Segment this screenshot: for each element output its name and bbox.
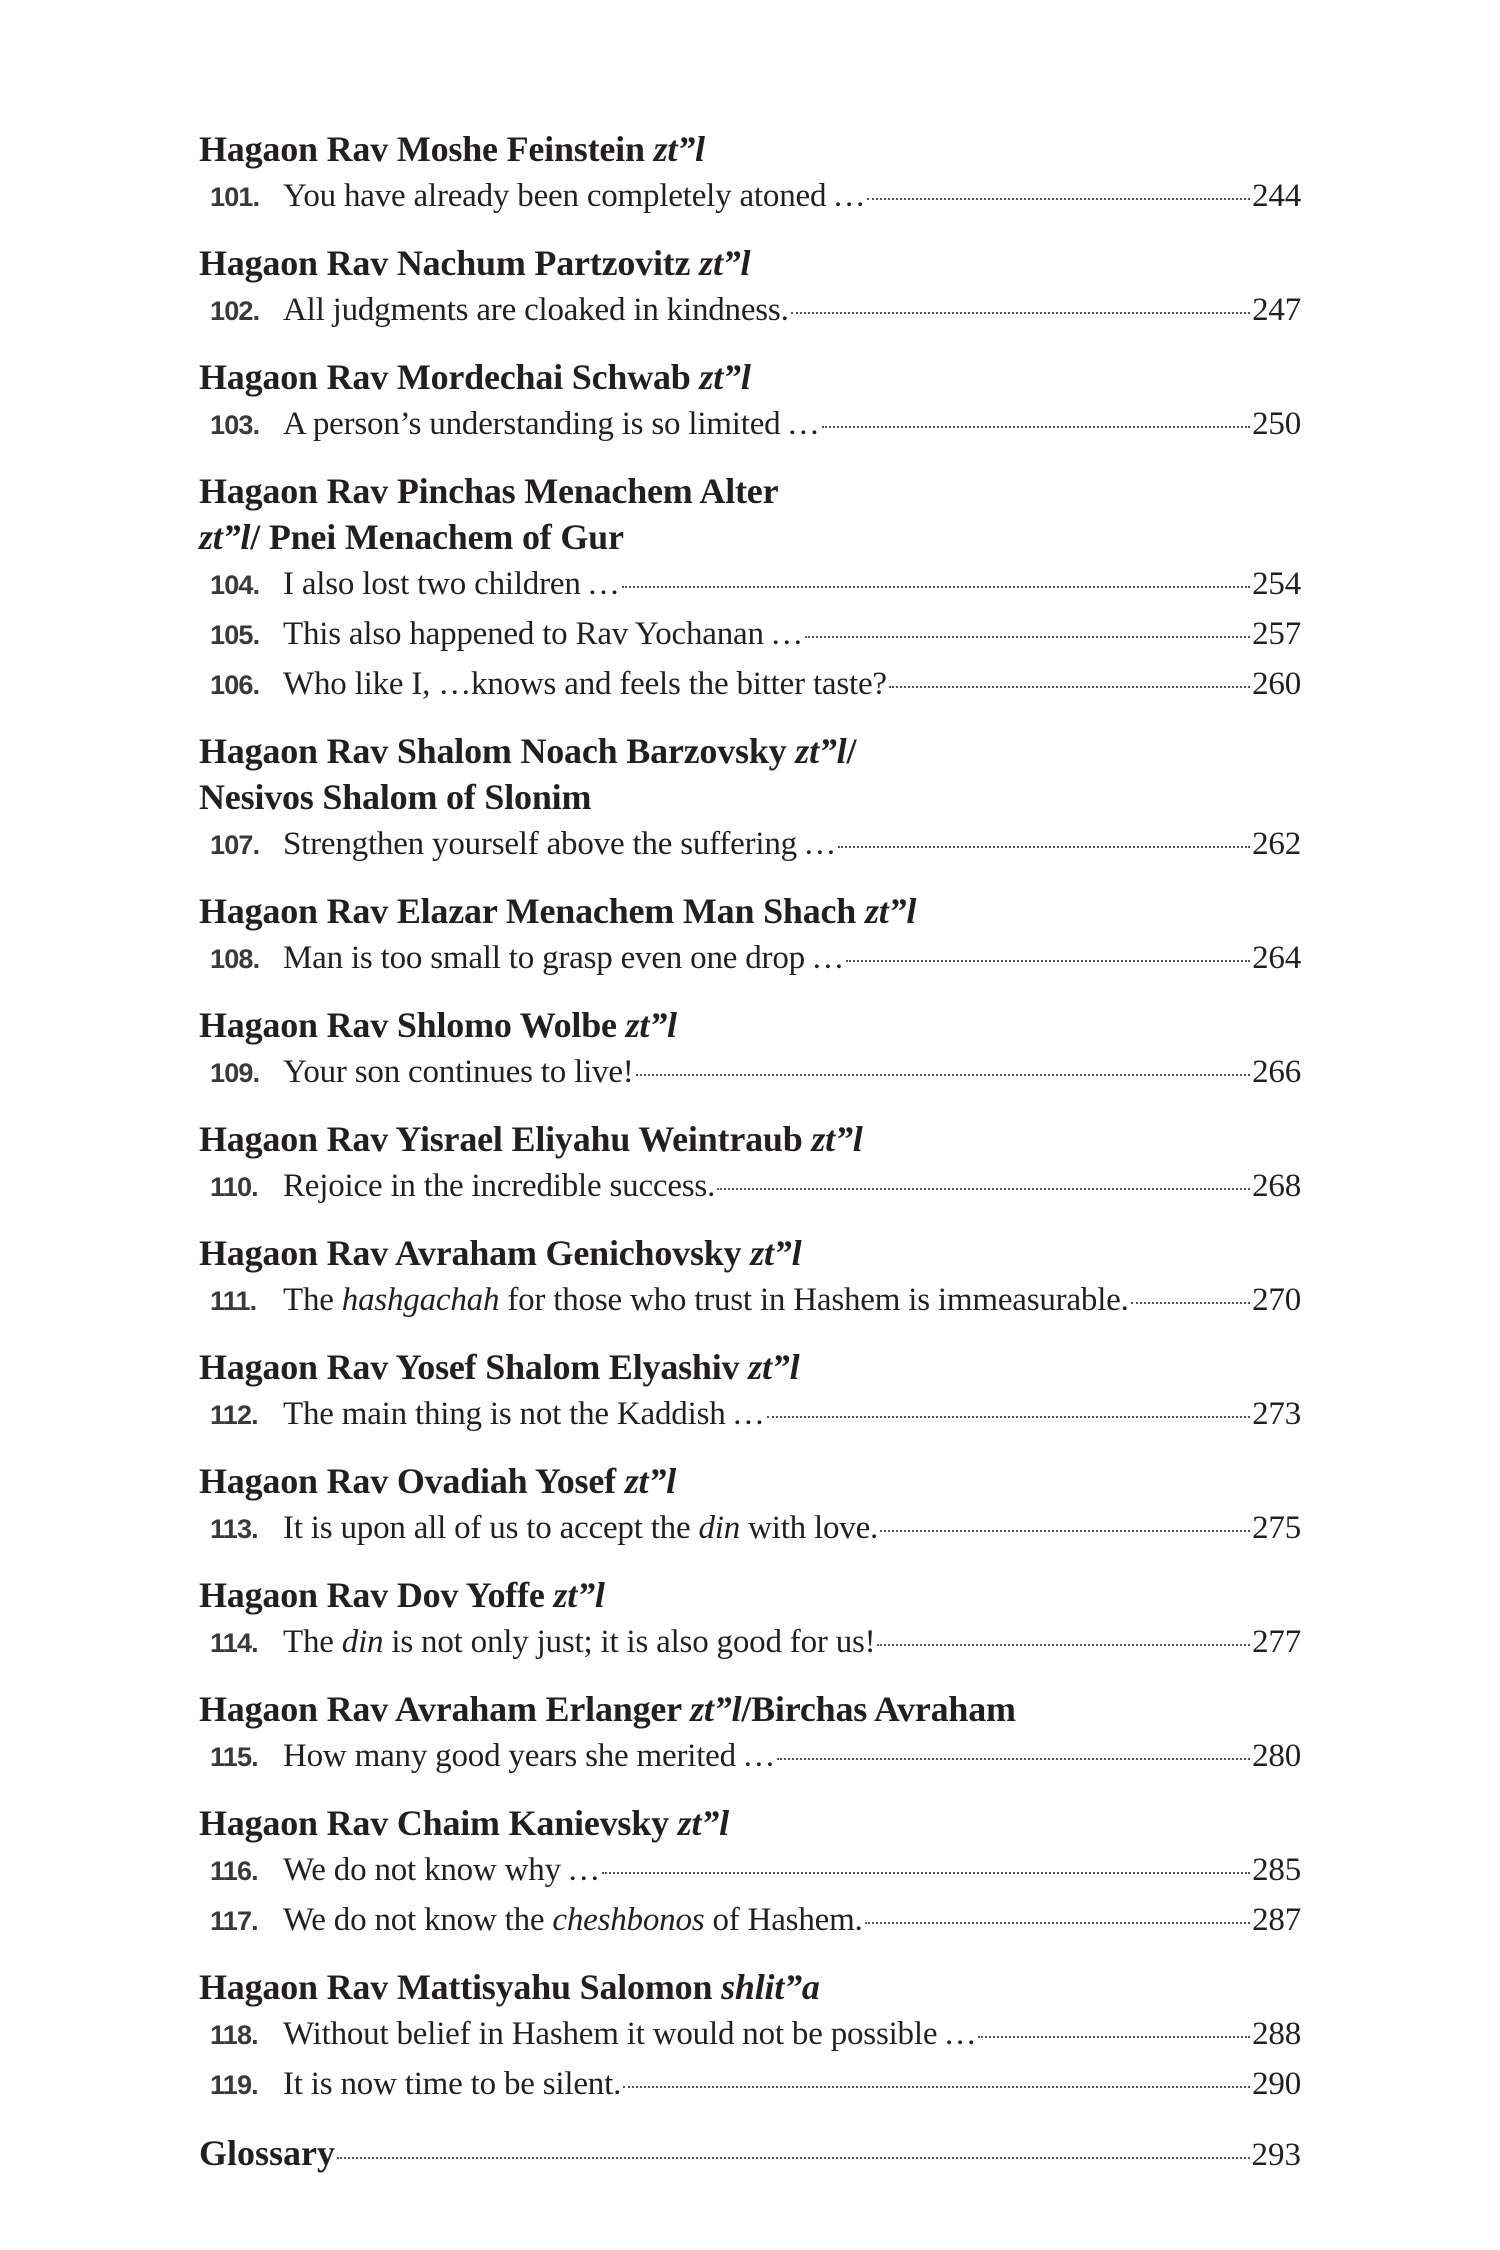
toc-entry[interactable] [199,1162,1301,1212]
dot-leader [865,1922,1251,1924]
entry-page-number: 266 [1252,1054,1301,1090]
entry-title: We do not know why … [283,1852,601,1888]
entry-number: 107. [210,830,260,860]
heading-honorific: zt”l [864,891,917,931]
toc-entry[interactable] [199,610,1301,660]
entry-number: 115. [210,1742,258,1772]
heading-name: Hagaon Rav Mattisyahu Salomon [199,1967,722,2007]
entry-title-italic: hashgachah [341,1282,500,1318]
entry-title-part: The [283,1282,342,1318]
entry-page-number: 285 [1252,1852,1301,1888]
toc-entry[interactable] [199,660,1301,710]
toc-section [199,1686,1301,1782]
dot-leader [889,686,1250,688]
section-heading [199,1344,1301,1390]
entry-page-number: 288 [1252,2016,1301,2052]
toc-entry[interactable] [199,286,1301,336]
toc-entry[interactable] [199,1846,1301,1896]
entry-title: You have already been completely atoned … [283,178,866,214]
toc-section [199,1344,1301,1440]
section-heading [199,468,1301,560]
dot-leader [791,312,1250,314]
entry-page-number: 275 [1252,1510,1301,1546]
heading-suffix: / [846,731,857,771]
glossary-label: Glossary [199,2133,336,2173]
section-heading [199,728,1301,820]
entry-page-number: 290 [1252,2066,1301,2102]
section-heading [199,1572,1301,1618]
toc-page [199,126,1301,2178]
dot-leader [880,1530,1250,1532]
entry-title: How many good years she merited … [283,1738,776,1774]
entry-title: Man is too small to grasp even one drop … [283,940,845,976]
toc-entry[interactable] [199,934,1301,984]
toc-entry[interactable] [199,1896,1301,1946]
dot-leader [838,846,1250,848]
dot-leader [822,426,1250,428]
dot-leader [717,1188,1250,1190]
section-heading [199,1002,1301,1048]
heading-honorific: zt”l [624,1461,676,1501]
heading-name: Hagaon Rav Ovadiah Yosef [199,1461,625,1501]
heading-name: Hagaon Rav Yisrael Eliyahu Weintraub [199,1119,812,1159]
entry-page-number: 257 [1252,616,1301,652]
entry-title: It is now time to be silent. [283,2066,622,2102]
section-heading [199,126,1301,172]
toc-section [199,888,1301,984]
entry-page-number: 280 [1252,1738,1301,1774]
heading-name: Hagaon Rav Avraham Genichovsky [199,1233,751,1273]
entry-page-number: 287 [1252,1902,1301,1938]
heading-honorific: zt”l [653,129,705,169]
entry-number: 113. [210,1514,258,1544]
heading-line2: / Pnei Menachem of Gur [250,517,624,557]
dot-leader [877,1644,1250,1646]
entry-title-part: with love. [740,1510,879,1546]
section-heading [199,240,1301,286]
heading-honorific: zt”l [811,1119,863,1159]
heading-name: Hagaon Rav Avraham Erlanger [199,1689,691,1729]
entry-number: 117. [210,1906,258,1936]
entry-title: The main thing is not the Kaddish … [283,1396,765,1432]
entry-number: 116. [210,1856,258,1886]
entry-title: This also happened to Rav Yochanan … [283,616,803,652]
heading-honorific: zt”l [199,517,251,557]
entry-title [283,1504,878,1553]
section-heading [199,1116,1301,1162]
section-heading [199,1458,1301,1504]
toc-entry[interactable] [199,400,1301,450]
section-heading [199,1964,1301,2010]
heading-name: Hagaon Rav Mordechai Schwab [199,357,700,397]
entry-title: Strengthen yourself above the suffering … [283,826,837,862]
toc-entry[interactable] [199,1048,1301,1098]
entry-page-number: 244 [1252,178,1301,214]
heading-name: Hagaon Rav Moshe Feinstein [199,129,654,169]
entry-number: 119. [210,2070,258,2100]
heading-name: Hagaon Rav Dov Yoffe [199,1575,554,1615]
entry-title-part: The [283,1624,342,1660]
entry-page-number: 247 [1252,292,1301,328]
entry-number: 106. [210,670,260,700]
heading-honorific: zt”l [690,1689,742,1729]
heading-suffix: /Birchas Avraham [741,1689,1016,1729]
heading-honorific: zt”l [553,1575,605,1615]
entry-page-number: 254 [1252,566,1301,602]
toc-entry[interactable] [199,1618,1301,1668]
entry-title [283,1618,875,1667]
entry-page-number: 268 [1252,1168,1301,1204]
entry-page-number: 264 [1252,940,1301,976]
dot-leader [805,636,1250,638]
entry-number: 118. [210,2020,258,2050]
entry-page-number: 262 [1252,826,1301,862]
section-heading [199,888,1301,934]
entry-number: 109. [210,1058,260,1088]
heading-honorific: zt”l [625,1005,677,1045]
dot-leader [622,586,1250,588]
toc-section [199,240,1301,336]
dot-leader [602,1872,1250,1874]
entry-title: A person’s understanding is so limited … [283,406,820,442]
entry-number: 104. [210,570,260,600]
entry-title [283,1276,1129,1325]
heading-honorific: zt”l [699,357,751,397]
heading-honorific: zt”l [750,1233,802,1273]
toc-entry[interactable] [199,1732,1301,1782]
heading-name: Hagaon Rav Nachum Partzovitz [199,243,700,283]
entry-page-number: 270 [1252,1282,1301,1318]
dot-leader [978,2036,1250,2038]
entry-title-part: We do not know the [283,1902,553,1938]
toc-section [199,468,1301,710]
toc-section [199,1964,1301,2110]
entry-title-part: It is upon all of us to accept the [283,1510,699,1546]
heading-name: Hagaon Rav Chaim Kanievsky [199,1803,678,1843]
dot-leader [636,1074,1251,1076]
heading-name: Hagaon Rav Shlomo Wolbe [199,1005,626,1045]
heading-honorific: zt”l [748,1347,800,1387]
entry-title-italic: din [341,1624,384,1660]
toc-section [199,126,1301,222]
toc-entry[interactable] [199,2010,1301,2060]
toc-entry[interactable] [199,2060,1301,2110]
entry-number: 108. [210,944,260,974]
toc-entry[interactable] [199,1504,1301,1554]
toc-section [199,1458,1301,1554]
toc-section [199,1230,1301,1326]
section-heading [199,1800,1301,1846]
entry-title: Rejoice in the incredible success. [283,1168,716,1204]
entry-page-number: 250 [1252,406,1301,442]
toc-section [199,728,1301,870]
entry-title-italic: cheshbonos [552,1902,705,1938]
entry-title: Who like I, …knows and feels the bitter taste? [283,666,887,702]
section-heading [199,1686,1301,1732]
entry-page-number: 273 [1252,1396,1301,1432]
heading-honorific: shlit”a [721,1967,820,2007]
toc-entry[interactable] [199,820,1301,870]
dot-leader [1131,1302,1250,1304]
toc-section [199,354,1301,450]
entry-number: 112. [210,1400,258,1430]
dot-leader [777,1758,1250,1760]
entry-page-number: 260 [1252,666,1301,702]
section-heading [199,1230,1301,1276]
dot-leader [767,1416,1250,1418]
heading-honorific: zt”l [677,1803,729,1843]
entry-title-part: of Hashem. [704,1902,863,1938]
entry-title [283,1896,863,1945]
toc-section [199,1002,1301,1098]
toc-entry[interactable] [199,1390,1301,1440]
heading-honorific: zt”l [795,731,847,771]
entry-number: 102. [210,296,260,326]
entry-number: 101. [210,182,260,212]
toc-section [199,1800,1301,1946]
entry-title: Without belief in Hashem it would not be possible … [283,2016,977,2052]
section-heading [199,354,1301,400]
entry-page-number: 277 [1252,1624,1301,1660]
entry-title: Your son continues to live! [283,1054,634,1090]
heading-honorific: zt”l [699,243,751,283]
heading-name: Hagaon Rav Yosef Shalom Elyashiv [199,1347,749,1387]
toc-entry[interactable] [199,172,1301,222]
entry-number: 105. [210,620,260,650]
entry-number: 114. [210,1628,258,1658]
toc-section [199,1572,1301,1668]
heading-name: Hagaon Rav Pinchas Menachem Alter [199,471,779,511]
heading-name: Hagaon Rav Elazar Menachem Man Shach [199,891,865,931]
entry-title-part: is not only just; it is also good for us! [383,1624,876,1660]
entry-number: 110. [210,1172,258,1202]
entry-number: 111. [210,1286,257,1316]
entry-title: All judgments are cloaked in kindness. [283,292,789,328]
glossary-page-number: 293 [1251,2137,1301,2173]
entry-number: 103. [210,410,260,440]
entry-title-part: for those who trust in Hashem is immeasurable. [499,1282,1129,1318]
toc-entry[interactable] [199,560,1301,610]
dot-leader [337,2157,1249,2159]
dot-leader [867,198,1250,200]
dot-leader [623,2086,1250,2088]
toc-section [199,1116,1301,1212]
toc-entry-glossary[interactable] [199,2130,1301,2178]
dot-leader [846,960,1250,962]
heading-name: Hagaon Rav Shalom Noach Barzovsky [199,731,796,771]
entry-title: I also lost two children … [283,566,620,602]
toc-list [199,126,1301,2110]
toc-entry[interactable] [199,1276,1301,1326]
entry-title-italic: din [698,1510,741,1546]
heading-line2: Nesivos Shalom of Slonim [199,777,592,817]
